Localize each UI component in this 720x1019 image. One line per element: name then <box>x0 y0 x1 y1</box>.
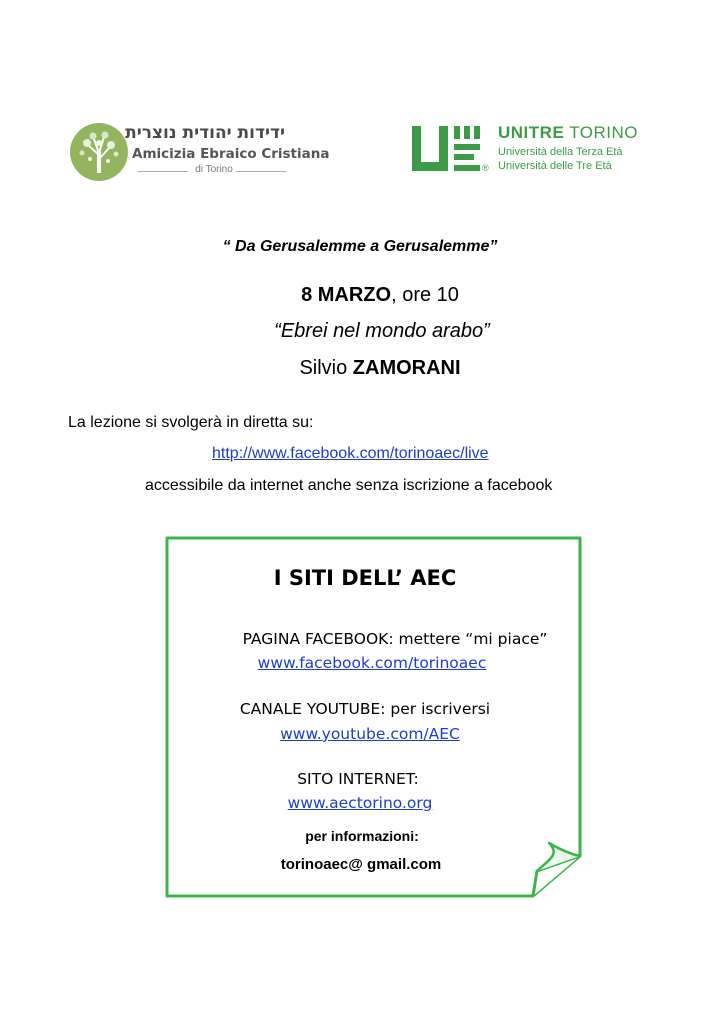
registered-mark: ® <box>482 163 489 173</box>
unitre-name <box>498 123 638 143</box>
date-bold: 8 MARZO <box>301 284 392 306</box>
youtube-label: CANALE YOUTUBE: per iscriversi <box>239 700 491 718</box>
series-title: “ Da Gerusalemme a Gerusalemme” <box>222 238 498 255</box>
unitre-name-thin: TORINO <box>564 123 638 142</box>
tree-icon <box>70 123 128 181</box>
youtube-link[interactable]: www.youtube.com/AEC <box>280 725 460 743</box>
aec-city: di Torino <box>195 164 233 175</box>
unitre-line-2: Università delle Tre Età <box>498 160 612 172</box>
live-intro: La lezione si svolgerà in diretta su: <box>68 414 314 431</box>
speaker-first-name: Silvio <box>299 357 353 379</box>
divider <box>236 171 286 172</box>
facebook-label: PAGINA FACEBOOK: mettere “mi piace” <box>242 630 548 648</box>
unitre-name-bold: UNITRE <box>498 123 565 142</box>
info-label: per informazioni: <box>305 828 419 844</box>
sites-heading: I SITI DELL’ AEC <box>273 566 457 590</box>
lecture-subtitle: “Ebrei nel mondo arabo” <box>274 320 490 342</box>
lecture-date <box>0 284 720 307</box>
lecture-speaker <box>0 357 720 380</box>
contact-email[interactable]: torinoaec@ gmail.com <box>280 856 442 873</box>
live-stream-link[interactable]: http://www.facebook.com/torinoaec/live <box>212 445 489 462</box>
divider <box>138 171 188 172</box>
aec-hebrew-name: ידידות יהודית נוצרית <box>125 123 285 143</box>
aec-name: Amicizia Ebraico Cristiana <box>132 146 330 162</box>
facebook-link[interactable]: www.facebook.com/torinoaec <box>257 654 487 672</box>
speaker-last-name: ZAMORANI <box>352 357 461 379</box>
aec-logo <box>70 120 330 184</box>
site-label: SITO INTERNET: <box>297 770 419 788</box>
unitre-line-1: Università della Terza Età <box>498 146 623 158</box>
sites-box <box>165 536 585 898</box>
unitre-mark-icon <box>410 124 482 174</box>
access-note: accessibile da internet anche senza iscrizione a facebook <box>145 477 553 494</box>
website-link[interactable]: www.aectorino.org <box>287 794 433 812</box>
unitre-logo <box>410 124 640 176</box>
date-time: , ore 10 <box>391 284 459 306</box>
